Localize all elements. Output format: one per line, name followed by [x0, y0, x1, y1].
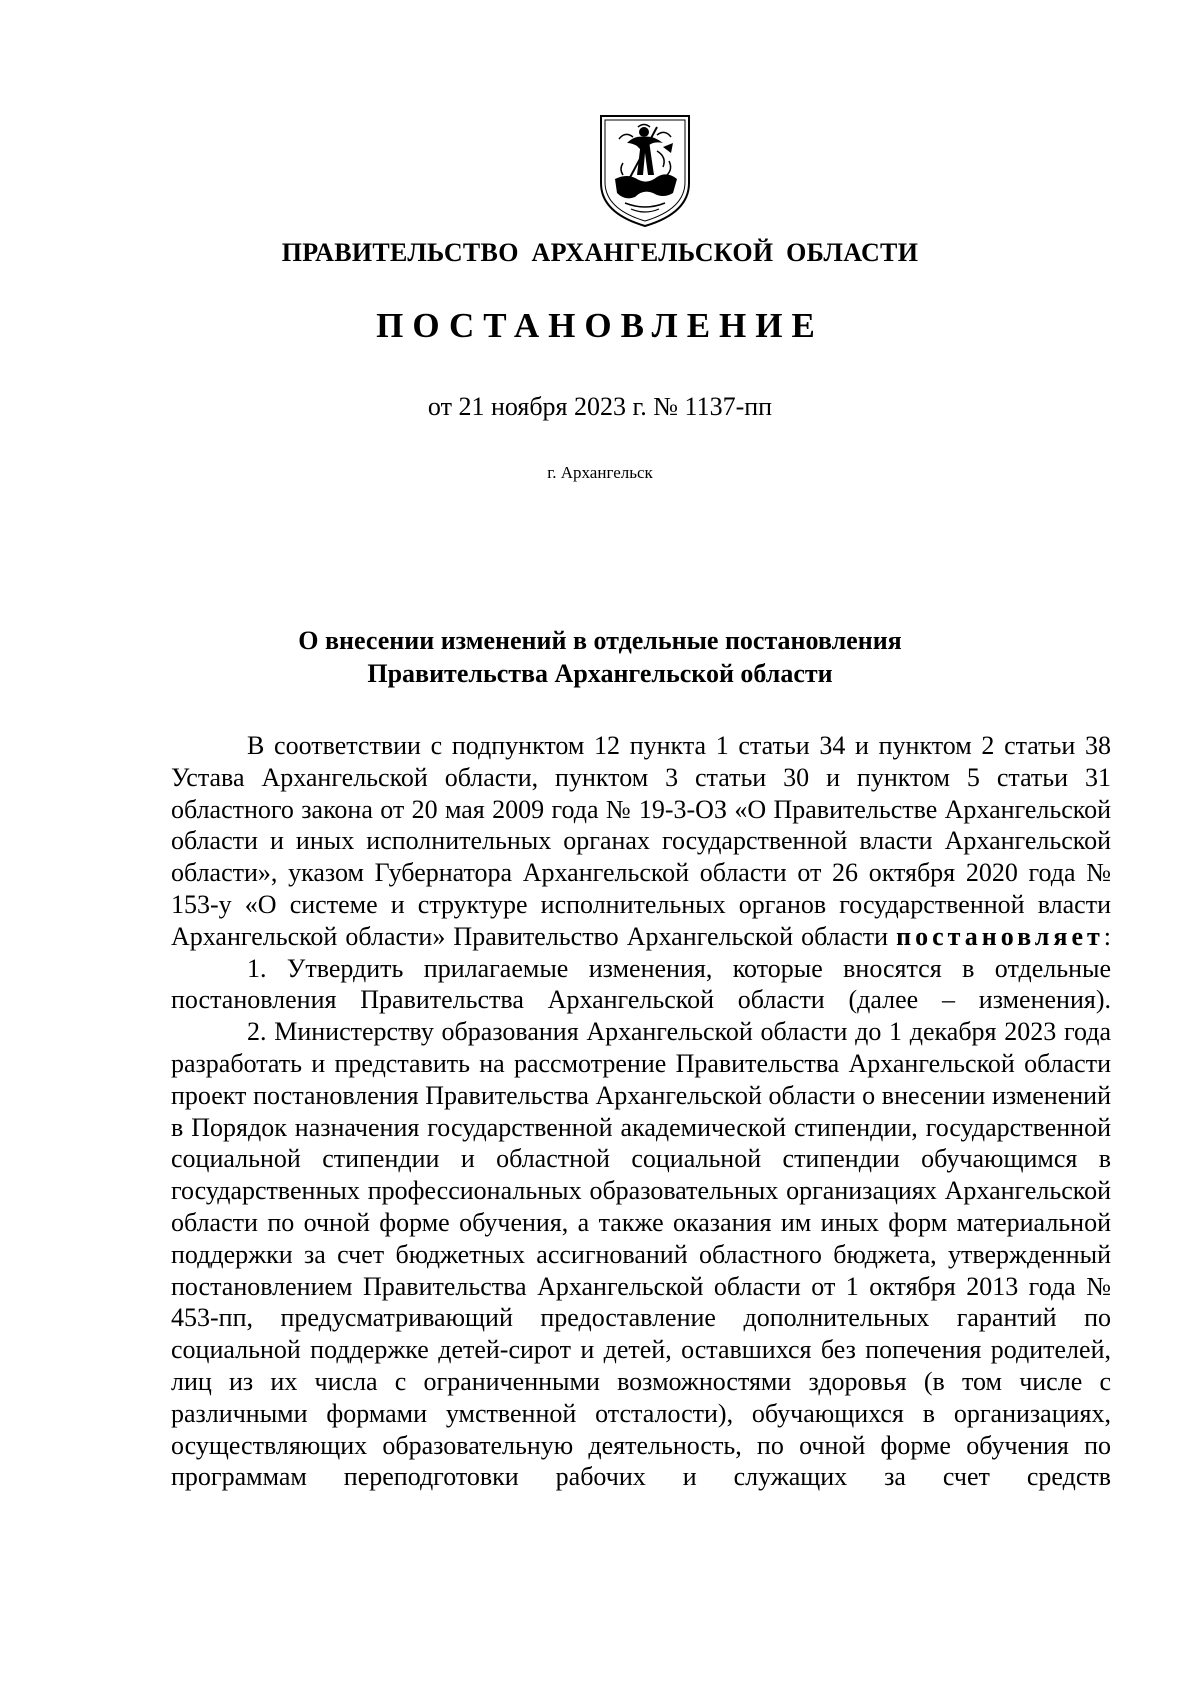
preamble-paragraph: [171, 730, 1111, 953]
document-title-line-2: Правительства Архангельской области: [367, 659, 833, 688]
government-name: ПРАВИТЕЛЬСТВО АРХАНГЕЛЬСКОЙ ОБЛАСТИ: [281, 238, 919, 267]
item-1-paragraph: 1. Утвердить прилагаемые изменения, которые вносятся в отдельные постановления Правительства Архангельской области (далее – изменения).: [171, 953, 1111, 1015]
document-title-line-1: О внесении изменений в отдельные постановления: [298, 626, 902, 655]
preamble-text: В соответствии с подпунктом 12 пункта 1 статьи 34 и пунктом 2 статьи 38 Устава Архангельской области, пунктом 3 статьи 30 и пунктом 5 статьи 31 областного закона от 20 мая 2009 года № 19-3-ОЗ «О Правительстве Архангельской области и иных исполнительных органах государственной власти Архангельской области», указом Губернатора Архангельской области от 26 октября 2020 года № 153-у «О системе и структуре исполнительных органов государственной власти Архангельской области» Правительство Архангельской области: [171, 731, 1111, 951]
decree-colon: :: [1103, 921, 1111, 951]
coat-of-arms-emblem: [597, 113, 693, 229]
item-2-paragraph: 2. Министерству образования Архангельской области до 1 декабря 2023 года разработать и представить на рассмотрение Правительства Архангельской области проект постановления Правительства Архангельской области о внесении изменений в Порядок назначения государственной академической стипендии, государственной социальной стипендии и областной социальной стипендии обучающимся в государственных профессиональных образовательных организациях Архангельской области по очной форме обучения, а также оказания им иных форм материальной поддержки за счет бюджетных ассигнований областного бюджета, утвержденный постановлением Правительства Архангельской области от 1 октября 2013 года № 453-пп, предусматривающий предоставление дополнительных гарантий по социальной поддержке детей-сирот и детей, оставшихся без попечения родителей, лиц из их числа с ограниченными возможностями здоровья (в том числе с различными формами умственной отсталости), обучающихся в организациях, осуществляющих образовательную деятельность, по очной форме обучения по программам переподготовки рабочих и служащих за счет средств: [171, 1017, 1111, 1492]
document-body: [171, 730, 1111, 1493]
decree-word: постановляет: [896, 921, 1104, 951]
issuing-city: г. Архангельск: [547, 463, 653, 482]
document-type: ПОСТАНОВЛЕНИЕ: [376, 306, 824, 345]
document-date-number: от 21 ноября 2023 г. № 1137-пп: [427, 392, 773, 421]
